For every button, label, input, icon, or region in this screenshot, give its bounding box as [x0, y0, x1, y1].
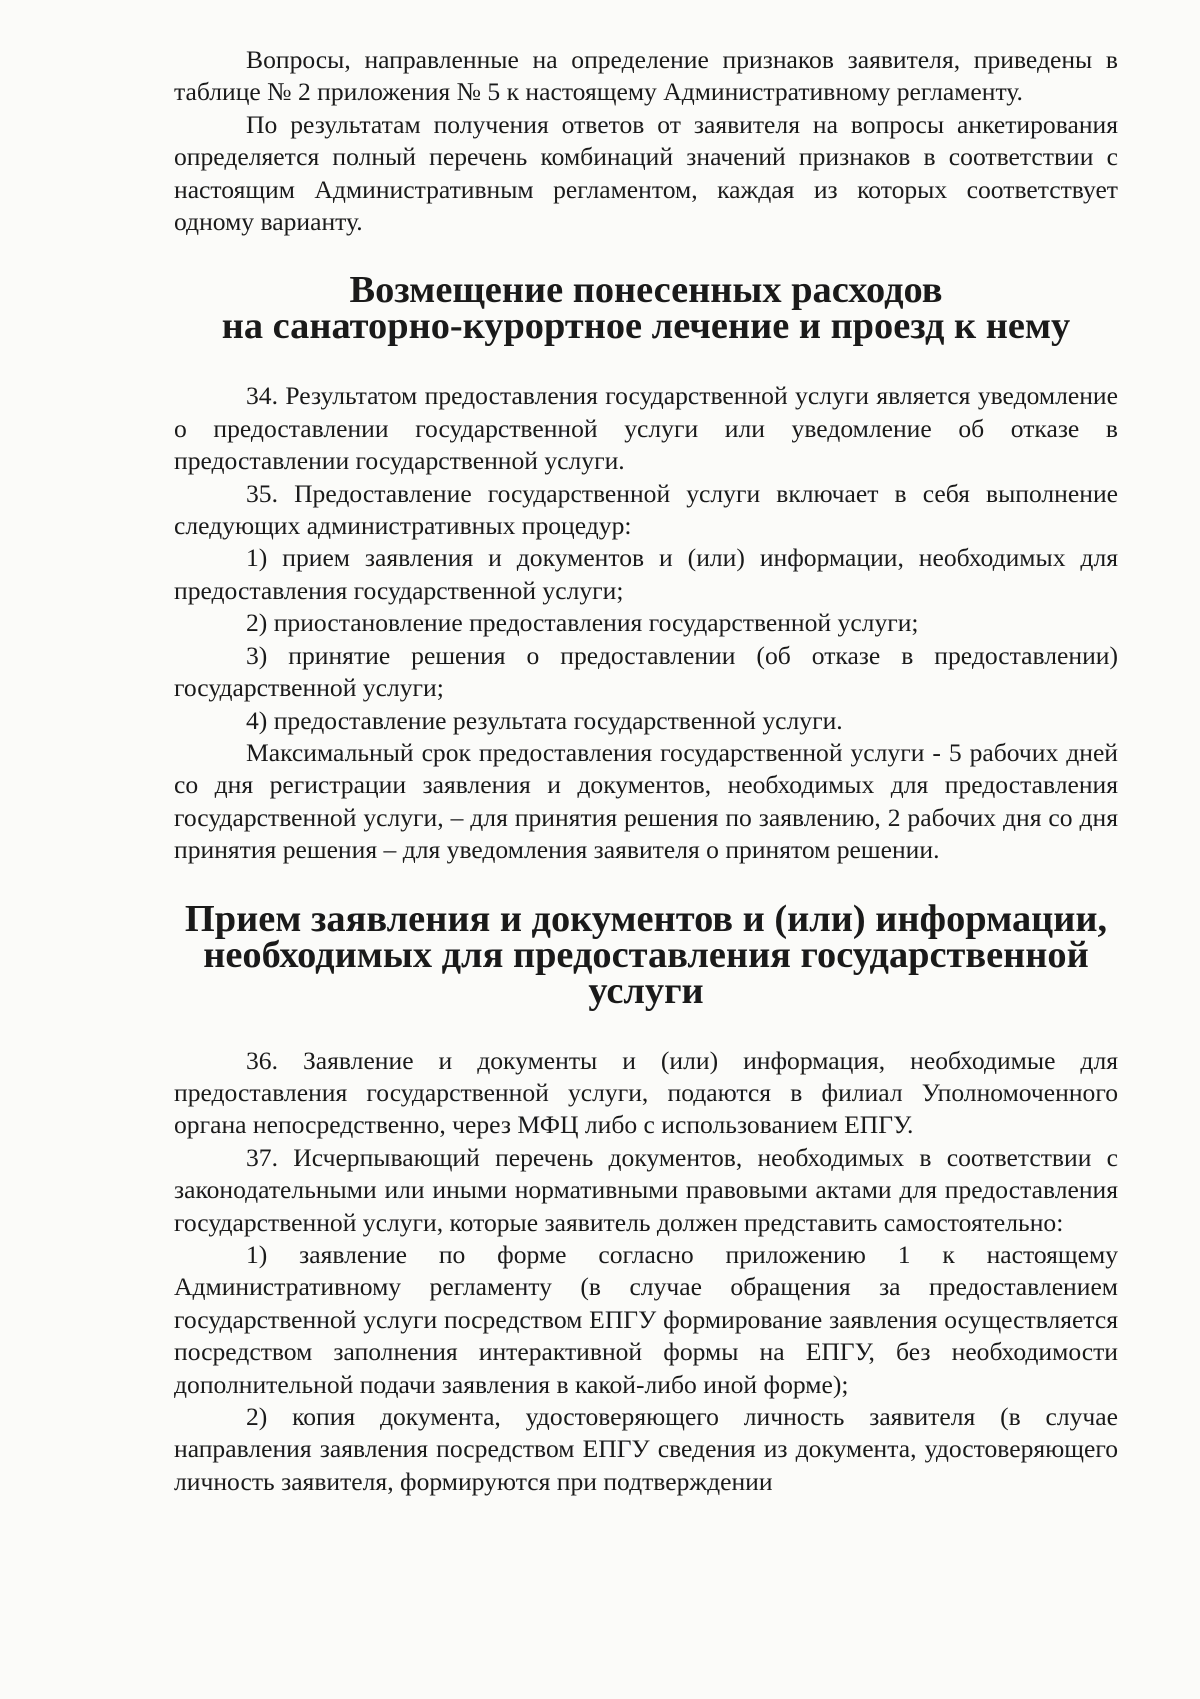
list-item-3: 3) принятие решения о предоставлении (об отказе в предоставлении) государственной услуги; [174, 640, 1118, 703]
section-heading-reimbursement [174, 269, 1118, 348]
section-heading-line: на санаторно-курортное лечение и проезд к нему [221, 305, 1071, 348]
spacer [174, 344, 1118, 380]
paragraph-intro-2: По результатам получения ответов от заявителя на вопросы анкетирования определяется полный перечень комбинаций значений признаков в соответствии с настоящим Административным регламентом, каждая из которых соответствует одному варианту. [174, 109, 1118, 237]
paragraph-37: 37. Исчерпывающий перечень документов, необходимых в соответствии с законодательными или иными нормативными правовыми актами для предоставления государственной услуги, которые заявитель должен представить самостоятельно: [174, 1142, 1118, 1237]
section-heading-line: Возмещение понесенных расходов [349, 269, 943, 312]
list-item-4: 4) предоставление результата государственной услуги. [246, 705, 843, 735]
section-heading-application-intake [174, 897, 1118, 1012]
spacer [174, 1009, 1118, 1045]
spacer [174, 238, 1118, 272]
paragraph-intro-1: Вопросы, направленные на определение признаков заявителя, приведены в таблице № 2 приложения № 5 к настоящему Административному регламенту. [174, 45, 1118, 107]
list-item-1: 1) прием заявления и документов и (или) информации, необходимых для предоставления государственной услуги; [174, 543, 1118, 605]
spacer [174, 867, 1118, 901]
paragraph-34: 34. Результатом предоставления государственной услуги является уведомление о предоставлении государственной услуги или уведомление об отказе в предоставлении государственной услуги. [174, 381, 1118, 476]
document-page [174, 44, 1118, 1498]
list-item-2: 2) приостановление предоставления государственной услуги; [246, 608, 919, 638]
section-heading-line: Прием заявления и документов и (или) информации, [184, 897, 1108, 940]
list-item-2: 2) копия документа, удостоверяющего личность заявителя (в случае направления заявления посредством ЕПГУ сведения из документа, удостоверяющего личность заявителя, формируются при подтверждении [174, 1402, 1118, 1496]
paragraph-35: 35. Предоставление государственной услуги включает в себя выполнение следующих административных процедур: [174, 478, 1118, 541]
paragraph-36: 36. Заявление и документы и (или) информация, необходимые для предоставления государственной услуги, подаются в филиал Уполномоченного органа непосредственно, через МФЦ либо с использованием ЕПГУ. [174, 1045, 1118, 1140]
section-heading-line: необходимых для предоставления государственной услуги [203, 933, 1089, 1012]
paragraph-max-term: Максимальный срок предоставления государственной услуги - 5 рабочих дней со дня регистрации заявления и документов, необходимых для предоставления государственной услуги, – для принятия решения по заявлению, 2 рабочих дня со дня принятия решения – для уведомления заявителя о принятом решении. [174, 737, 1118, 865]
list-item-1: 1) заявление по форме согласно приложению 1 к настоящему Административному регламенту (в случае обращения за предоставлением государственной услуги посредством ЕПГУ формирование заявления осуществляется посредством заполнения интерактивной формы на ЕПГУ, без необходимости дополнительной подачи заявления в какой-либо иной форме); [174, 1239, 1118, 1399]
